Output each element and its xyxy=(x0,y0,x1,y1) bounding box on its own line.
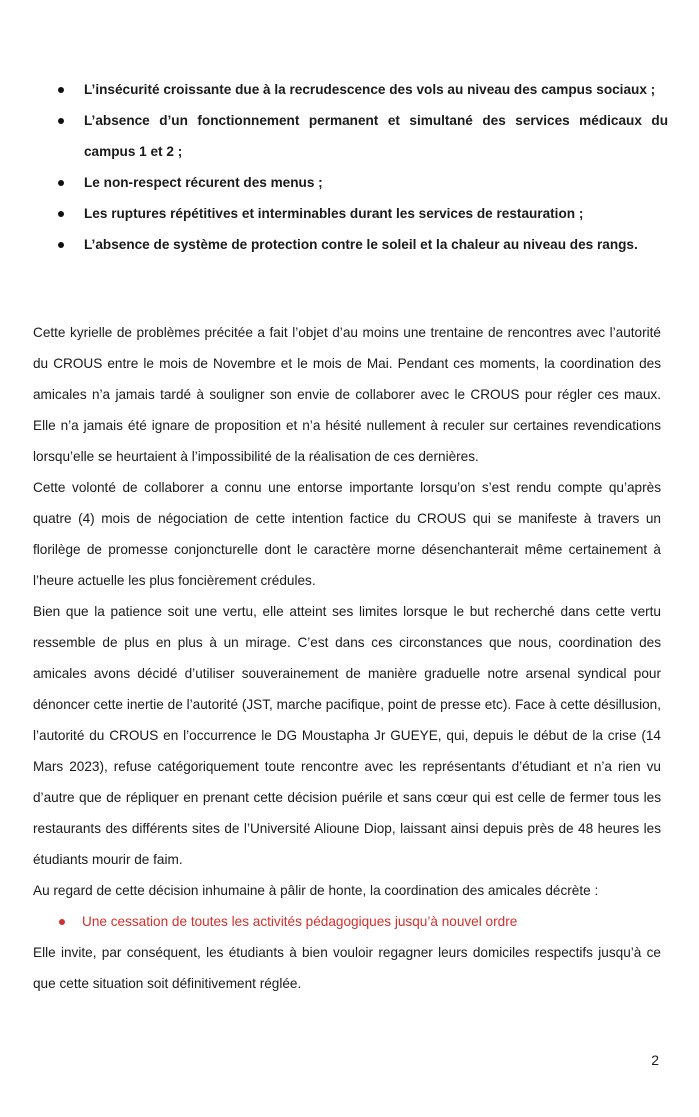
decree-text: Une cessation de toutes les activités pédagogiques jusqu’à nouvel ordre xyxy=(82,914,518,929)
bullet-icon xyxy=(58,180,64,186)
grievance-item xyxy=(58,105,668,167)
bullet-icon xyxy=(58,118,64,124)
paragraph: Au regard de cette décision inhumaine à pâlir de honte, la coordination des amicales décrète : xyxy=(33,883,599,898)
grievance-item xyxy=(58,229,668,260)
grievance-text: Le non-respect récurent des menus ; xyxy=(84,175,323,190)
bullet-icon xyxy=(59,919,65,925)
bullet-icon xyxy=(58,242,64,248)
bullet-icon xyxy=(58,87,64,93)
grievance-list xyxy=(58,74,668,260)
grievance-text: Les ruptures répétitives et interminables durant les services de restauration ; xyxy=(84,206,584,221)
page-number: 2 xyxy=(651,1052,659,1068)
grievance-item xyxy=(58,167,668,198)
closing-paragraph: Elle invite, par conséquent, les étudiants à bien vouloir regagner leurs domiciles respectifs jusqu’à ce que cette situation soit définitivement réglée. xyxy=(33,945,661,991)
decree-item xyxy=(33,906,661,937)
body-text xyxy=(33,317,661,999)
grievance-text: L’absence de système de protection contre le soleil et la chaleur au niveau des rangs. xyxy=(84,237,638,252)
paragraph: Cette kyrielle de problèmes précitée a fait l’objet d’au moins une trentaine de rencontres avec l’autorité du CROUS entre le mois de Novembre et le mois de Mai. Pendant ces moments, la coordination des amicales n’a jamais tardé à souligner son envie de collaborer avec le CROUS pour régler ces maux. Elle n’a jamais été ignare de proposition et n’a hésité nullement à reculer sur certaines revendications lorsqu’elle se heurtaient à l’impossibilité de la réalisation de ces dernières. xyxy=(33,325,661,464)
grievance-text: L’absence d’un fonctionnement permanent et simultané des services médicaux du campus 1 et 2 ; xyxy=(84,113,668,159)
paragraph: Cette volonté de collaborer a connu une entorse importante lorsqu’on s’est rendu compte qu’après quatre (4) mois de négociation de cette intention factice du CROUS qui se manifeste à travers un florilège de promesse conjoncturelle dont le caractère morne désenchanterait même certainement à l’heure actuelle les plus foncièrement crédules. xyxy=(33,480,661,588)
grievance-text: L’insécurité croissante due à la recrudescence des vols au niveau des campus sociaux ; xyxy=(84,82,656,97)
grievance-item xyxy=(58,198,668,229)
grievance-item xyxy=(58,74,668,105)
paragraph: Bien que la patience soit une vertu, elle atteint ses limites lorsque le but recherché dans cette vertu ressemble de plus en plus à un mirage. C’est dans ces circonstances que nous, coordination des amicales avons décidé d’utiliser souverainement de manière graduelle notre arsenal syndical pour dénoncer cette inertie de l’autorité (JST, marche pacifique, point de presse etc). Face à cette désillusion, l’autorité du CROUS en l’occurrence le DG Moustapha Jr GUEYE, qui, depuis le début de la crise (14 Mars 2023), refuse catégoriquement toute rencontre avec les représentants d’étudiant et n’a rien vu d’autre que de répliquer en prenant cette décision puérile et sans cœur qui est celle de fermer tous les restaurants des différents sites de l’Université Alioune Diop, laissant ainsi depuis près de 48 heures les étudiants mourir de faim. xyxy=(33,604,661,867)
bullet-icon xyxy=(58,211,64,217)
